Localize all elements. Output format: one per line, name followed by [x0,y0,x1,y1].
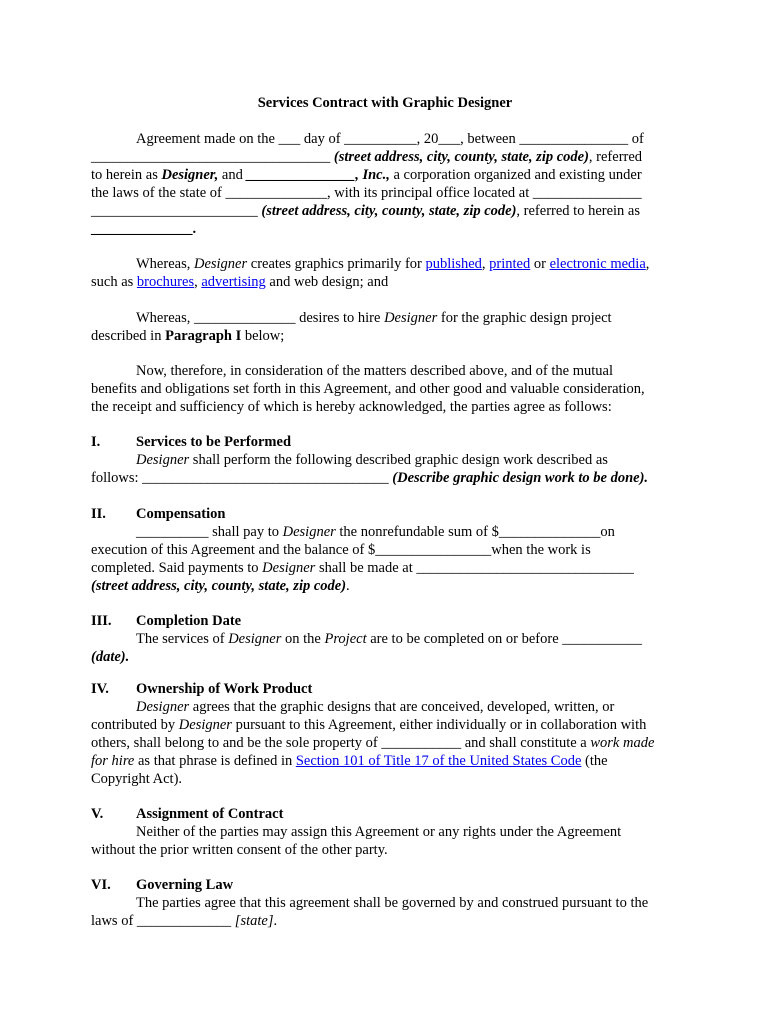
section-6-line-2: laws of _____________ [state]. [91,913,278,929]
whereas-1-line-2: such as brochures, advertising and web design; and [91,274,389,290]
intro-line-1: Agreement made on the ___ day of __________, 20___, between _______________ of [136,131,644,147]
document-title: Services Contract with Graphic Designer [257,95,513,111]
section-1-line-1: Designer shall perform the following described graphic design work described as [136,452,608,468]
intro-line-5: _______________________ (street address, city, county, state, zip code), referred to herein as [91,203,641,219]
whereas-2-line-2: described in Paragraph I below; [91,328,285,344]
section-2-heading: Compensation [136,506,226,522]
link-electronic-media[interactable]: electronic media [549,256,646,272]
intro-line-6: ______________. [91,221,197,237]
section-1-heading: Services to be Performed [136,434,292,450]
section-1-number: I. [91,434,101,450]
section-4-line-2: contributed by Designer pursuant to this Agreement, either individually or in collaboration with [91,717,647,733]
whereas-2-line-1: Whereas, ______________ desires to hire Designer for the graphic design project [136,310,612,326]
intro-line-4: the laws of the state of ______________, with its principal office located at _______________ [91,185,642,201]
section-3-line-2: (date). [91,649,130,665]
intro-line-3: to herein as Designer, and _______________, Inc., a corporation organized and existing under [91,167,642,183]
link-published[interactable]: published [425,256,482,272]
whereas-1-line-1: Whereas, Designer creates graphics primarily for published, printed or electronic media, [136,256,650,272]
section-2-line-3: completed. Said payments to Designer shall be made at ______________________________ [91,560,634,576]
now-line-3: the receipt and sufficiency of which is hereby acknowledged, the parties agree as follows: [91,399,612,415]
section-6-number: VI. [91,877,111,893]
section-4-number: IV. [91,681,109,697]
section-4-line-3: others, shall belong to and be the sole property of ___________ and shall constitute a work made [91,735,655,751]
section-3-line-1: The services of Designer on the Project are to be completed on or before ___________ [136,631,643,647]
section-2-line-4: (street address, city, county, state, zip code). [91,578,350,594]
link-printed[interactable]: printed [489,256,531,272]
section-5-number: V. [91,806,104,822]
section-4-line-4: for hire as that phrase is defined in Section 101 of Title 17 of the United States Code (the [91,753,608,769]
section-4-heading: Ownership of Work Product [136,681,313,697]
section-3-number: III. [91,613,112,629]
section-3-heading: Completion Date [136,613,242,629]
section-5-line-2: without the prior written consent of the other party. [91,842,388,858]
section-2-line-2: execution of this Agreement and the balance of $________________when the work is [91,542,591,558]
section-1-line-2: follows: __________________________________ (Describe graphic design work to be done). [91,470,649,486]
section-6-heading: Governing Law [136,877,234,893]
section-2-number: II. [91,506,106,522]
link-brochures[interactable]: brochures [136,274,195,290]
link-section-101[interactable]: Section 101 of Title 17 of the United States Code [295,753,582,769]
section-2-line-1: __________ shall pay to Designer the nonrefundable sum of $______________on [136,524,615,540]
section-4-line-1: Designer agrees that the graphic designs that are conceived, developed, written, or [136,699,615,715]
now-line-2: benefits and obligations set forth in this Agreement, and other good and valuable consideration, [91,381,645,397]
now-line-1: Now, therefore, in consideration of the matters described above, and of the mutual [136,363,613,379]
section-6-line-1: The parties agree that this agreement shall be governed by and construed pursuant to the [136,895,649,911]
section-5-line-1: Neither of the parties may assign this Agreement or any rights under the Agreement [136,824,622,840]
intro-line-2: _________________________________ (street address, city, county, state, zip code), referred [91,149,643,165]
section-4-line-5: Copyright Act). [91,771,183,787]
section-5-heading: Assignment of Contract [136,806,284,822]
link-advertising[interactable]: advertising [201,274,266,290]
